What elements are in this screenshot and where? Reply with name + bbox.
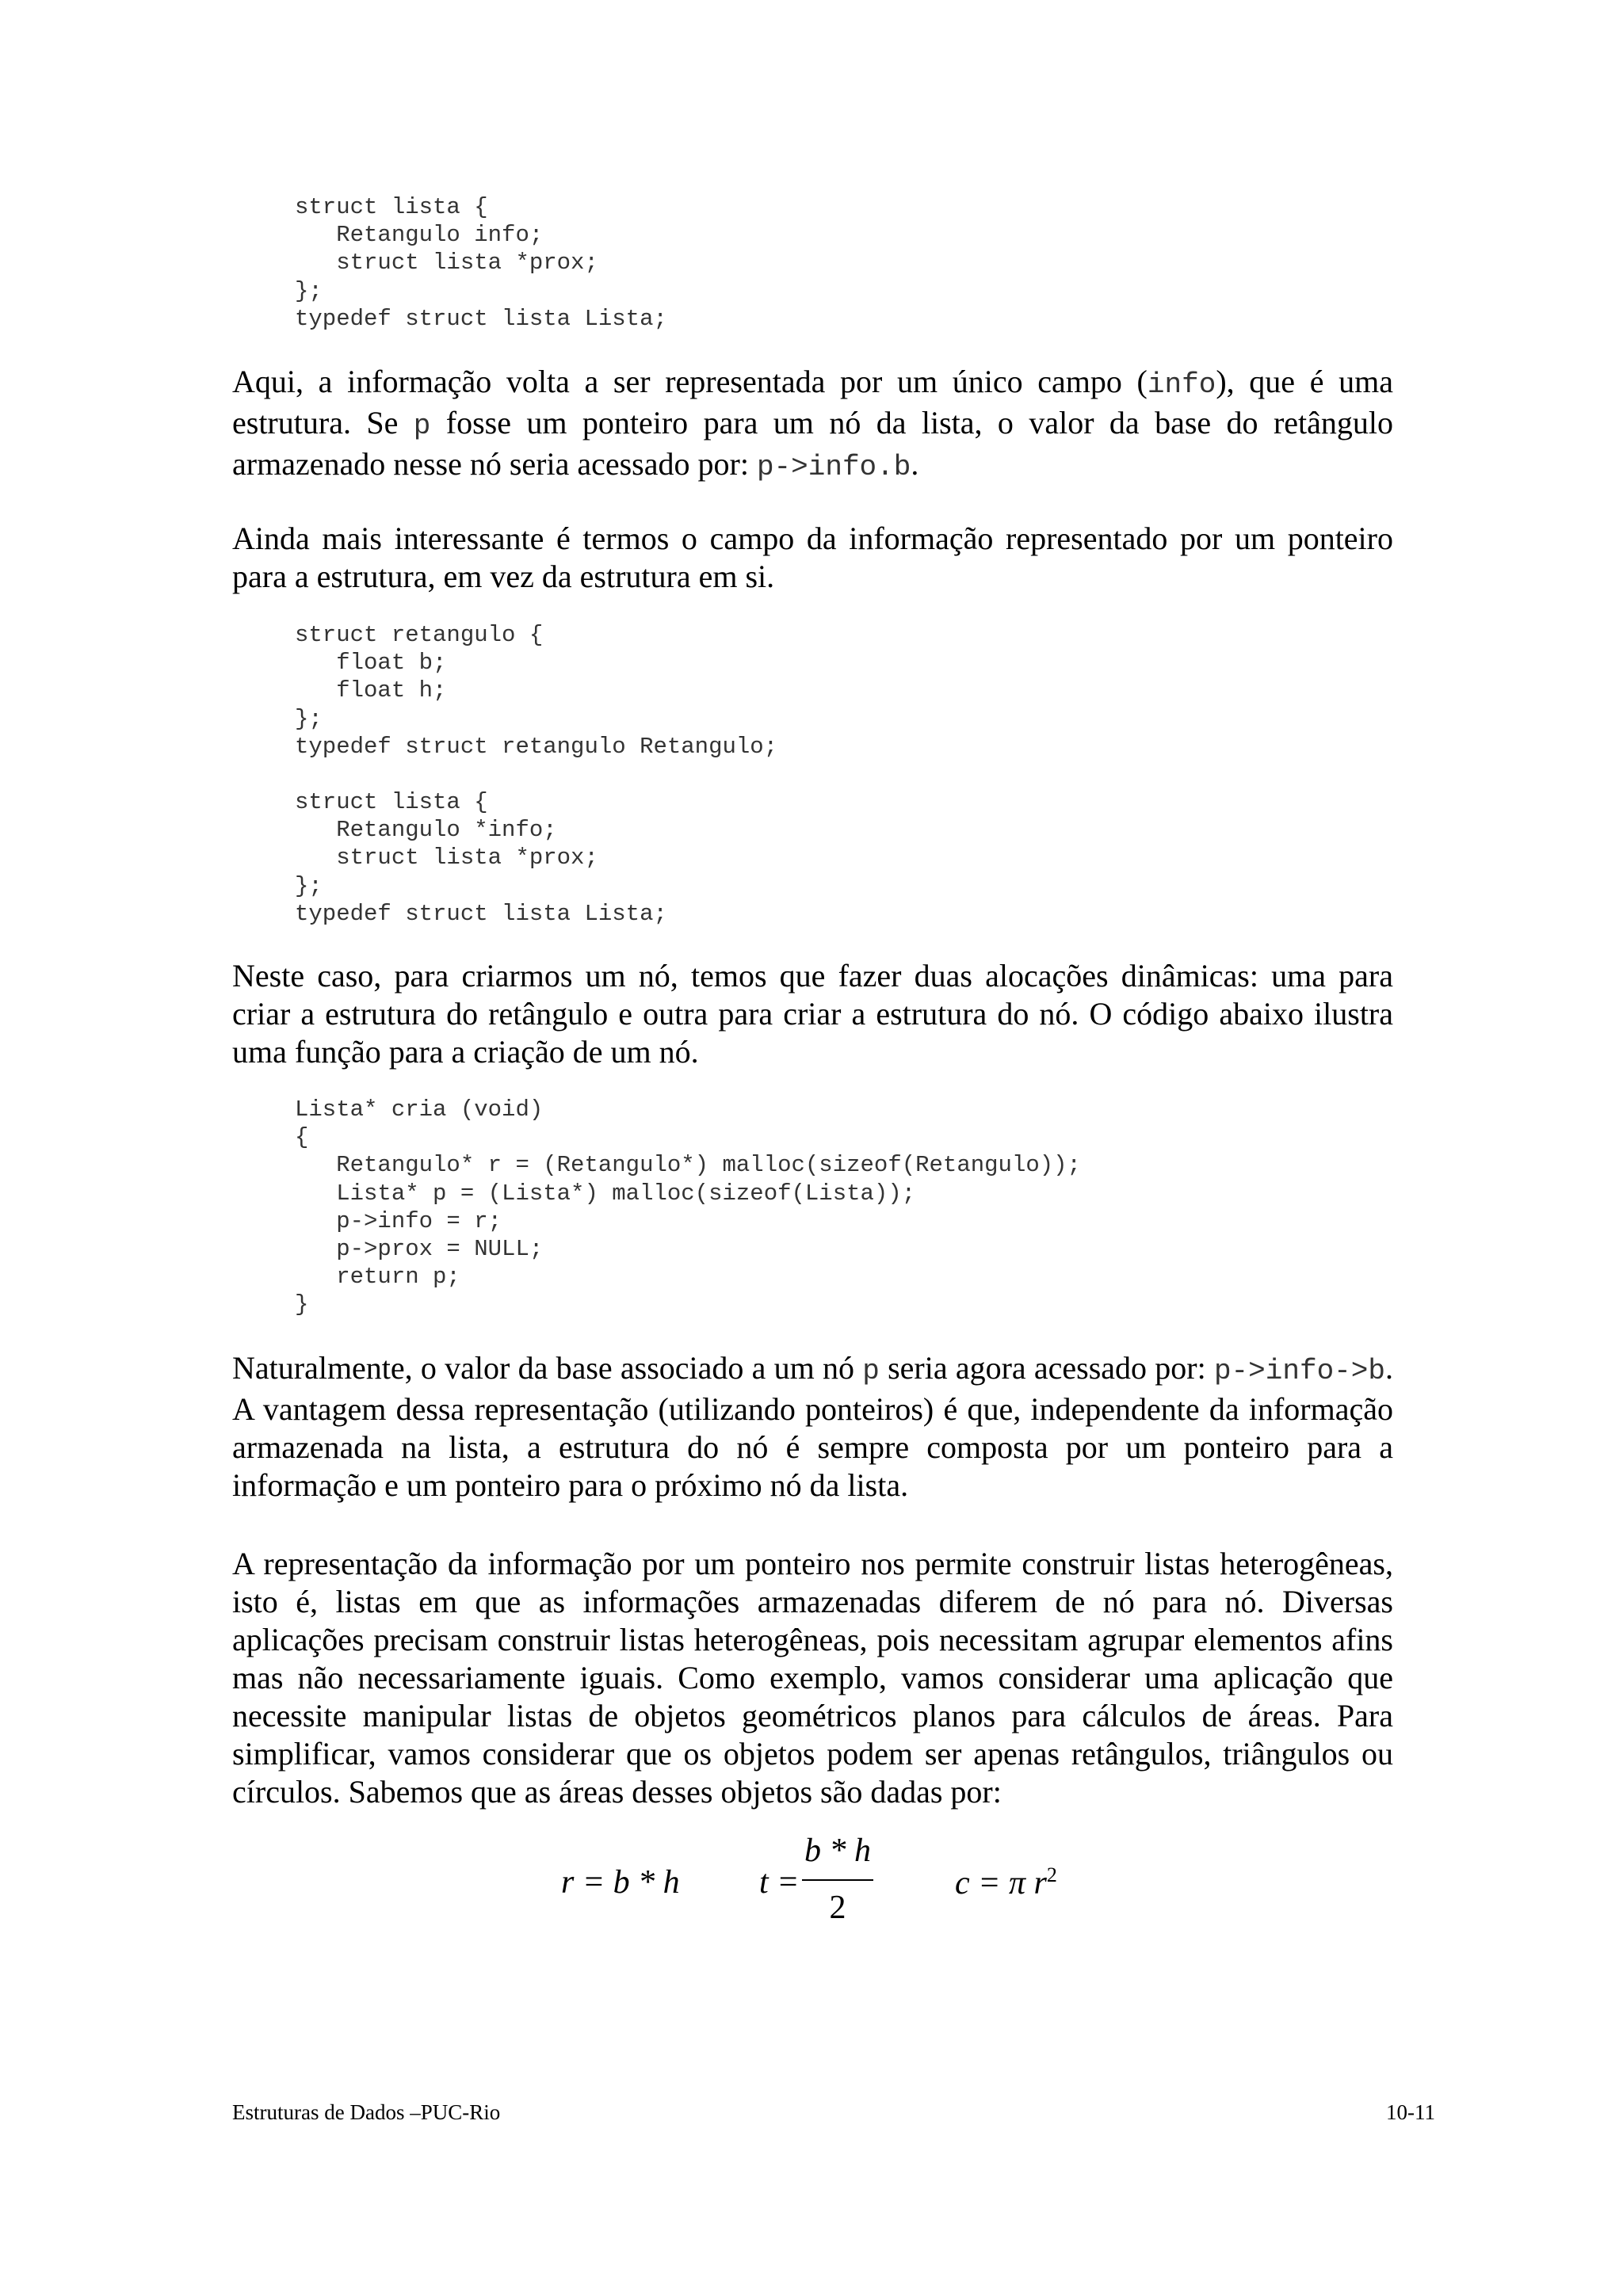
code-block-lista-struct: struct lista { Retangulo info; struct lista *prox; }; typedef struct lista Lista; bbox=[295, 194, 667, 332]
paragraph-info-field bbox=[232, 363, 1393, 486]
formula-triangle-lhs: t = bbox=[759, 1864, 800, 1901]
formula-triangle-numerator: b * h bbox=[804, 1833, 871, 1869]
paragraph-access-base bbox=[232, 1349, 1393, 1505]
text-span: fosse um ponteiro para um nó da lista, o valor da base do retângulo armazenado nesse nó seria acessado por: bbox=[232, 405, 1393, 482]
text-span: Naturalmente, o valor da base associado a um nó bbox=[232, 1350, 863, 1386]
paragraph-pointer-field: Ainda mais interessante é termos o campo da informação representado por um ponteiro para a estrutura, em vez da estrutura em si. bbox=[232, 521, 1393, 594]
inline-code: p->info->b bbox=[1213, 1355, 1385, 1387]
paragraph-heterogeneous-lists: A representação da informação por um ponteiro nos permite construir listas heterogêneas, isto é, listas em que as informações armazenadas diferem de nó para nó. Diversas aplicações precisam construir listas heterogêneas, pois necessitam agrupar elementos afins mas não necessariamente iguais. Como exemplo, vamos considerar uma aplicação que necessite manipular listas de objetos geométricos planos para cálculos de áreas. Para simplificar, vamos considerar que os objetos podem ser apenas retângulos, triângulos ou círculos. Sabemos que as áreas desses objetos são dadas por: bbox=[232, 1546, 1393, 1810]
formula-triangle-denominator: 2 bbox=[829, 1890, 846, 1926]
fraction-bar bbox=[802, 1879, 873, 1881]
footer-page-number: 10-11 bbox=[1386, 2100, 1435, 2124]
footer-title: Estruturas de Dados –PUC-Rio bbox=[232, 2100, 501, 2124]
paragraph-dynamic-allocation: Neste caso, para criarmos um nó, temos que fazer duas alocações dinâmicas: uma para criar a estrutura do retângulo e outra para criar a estrutura do nó. O código abaixo ilustra uma função para a criação de um nó. bbox=[232, 958, 1393, 1070]
code-block-retangulo-struct: struct retangulo { float b; float h; }; typedef struct retangulo Retangulo; bbox=[295, 622, 778, 760]
text-span: . A vantagem dessa representação (utilizando ponteiros) é que, independente da informação armazenada na lista, a estrutura do nó é sempre composta por um ponteiro para a informação e um ponteiro para o próximo nó da lista. bbox=[232, 1350, 1393, 1503]
formula-circle-area bbox=[955, 1863, 1057, 1902]
text-span: . bbox=[911, 446, 919, 482]
formula-circle-base: c = π r bbox=[955, 1865, 1047, 1901]
inline-code: p bbox=[862, 1355, 880, 1387]
inline-code: p bbox=[413, 410, 431, 442]
code-block-lista-pointer-struct: struct lista { Retangulo *info; struct lista *prox; }; typedef struct lista Lista; bbox=[295, 789, 667, 927]
inline-code: p->info.b bbox=[756, 451, 911, 483]
text-span: seria agora acessado por: bbox=[879, 1350, 1214, 1386]
inline-code: info bbox=[1147, 368, 1216, 401]
code-block-cria-function: Lista* cria (void) { Retangulo* r = (Retangulo*) malloc(sizeof(Retangulo)); Lista* p = (Lista*) malloc(sizeof(Lista)); p->info = r; p->prox = NULL; return p; } bbox=[295, 1097, 1081, 1318]
formula-rectangle-area: r = b * h bbox=[561, 1864, 680, 1901]
formula-circle-exponent: 2 bbox=[1046, 1863, 1057, 1886]
text-span: Aqui, a informação volta a ser representada por um único campo ( bbox=[232, 364, 1148, 399]
text-span: ), que é uma estrutura. Se bbox=[232, 364, 1393, 441]
